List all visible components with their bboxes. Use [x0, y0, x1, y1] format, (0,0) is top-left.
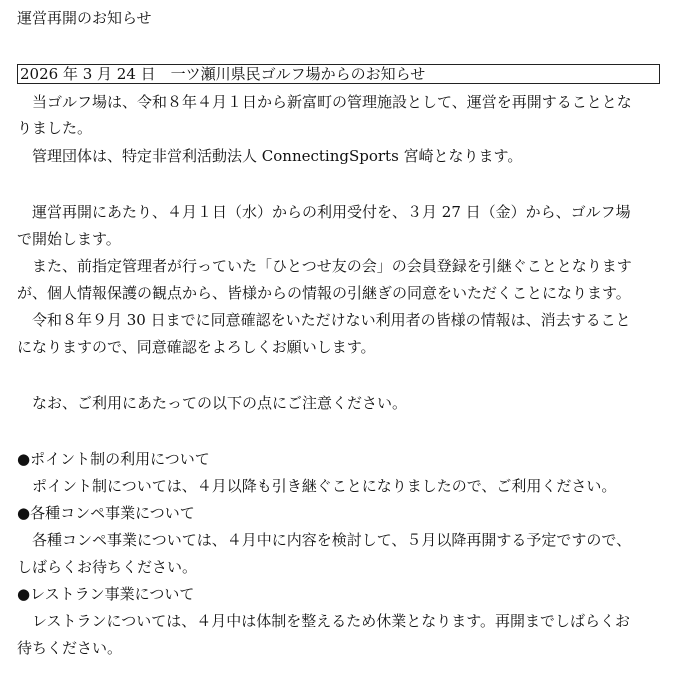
page-title: 運営再開のお知らせ	[17, 9, 152, 27]
section-heading-points	[17, 449, 210, 469]
paragraph-2: 管理団体は、特定非営利活動法人 ConnectingSports 宮崎となります。	[32, 147, 523, 165]
section-heading-restaurant	[17, 584, 194, 604]
paragraph-3-line-1: 運営再開にあたり、４月１日（水）からの利用受付を、３月 27 日（金）から、ゴルフ場	[32, 203, 631, 221]
bullet-icon: ●	[17, 504, 31, 522]
paragraph-1-line-2: りました。	[17, 119, 93, 137]
bullet-icon: ●	[17, 585, 31, 603]
notice-header-box: 2026 年 3 月 24 日 一ツ瀬川県民ゴルフ場からのお知らせ	[17, 64, 660, 84]
paragraph-5-line-1: 令和８年９月 30 日までに同意確認をいただけない利用者の皆様の情報は、消去すること	[32, 311, 631, 329]
section-body-points: ポイント制については、４月以降も引き継ぐことになりましたので、ご利用ください。	[32, 477, 617, 495]
paragraph-6: なお、ご利用にあたっての以下の点にご注意ください。	[32, 394, 408, 412]
section-heading-label: 各種コンペ事業について	[30, 504, 195, 522]
section-body-competitions-line-2: しばらくお待ちください。	[17, 558, 198, 576]
paragraph-4-line-1: また、前指定管理者が行っていた「ひとつせ友の会」の会員登録を引継ぐこととなります	[32, 257, 632, 275]
paragraph-4-line-2: が、個人情報保護の観点から、皆様からの情報の引継ぎの同意をいただくことになります。	[17, 284, 631, 302]
section-body-competitions-line-1: 各種コンペ事業については、４月中に内容を検討して、５月以降再開する予定ですので、	[32, 531, 632, 549]
section-heading-label: ポイント制の利用について	[30, 450, 210, 468]
paragraph-1-line-1: 当ゴルフ場は、令和８年４月１日から新富町の管理施設として、運営を再開することとな	[32, 93, 632, 111]
section-body-restaurant-line-2: 待ちください。	[17, 639, 123, 657]
section-heading-competitions	[17, 503, 195, 523]
paragraph-3-line-2: で開始します。	[17, 230, 121, 248]
section-heading-label: レストラン事業について	[30, 585, 195, 603]
section-body-restaurant-line-1: レストランについては、４月中は体制を整えるため休業となります。再開までしばらくお	[32, 612, 631, 630]
bullet-icon: ●	[17, 450, 31, 468]
paragraph-5-line-2: になりますので、同意確認をよろしくお願いします。	[17, 338, 376, 356]
